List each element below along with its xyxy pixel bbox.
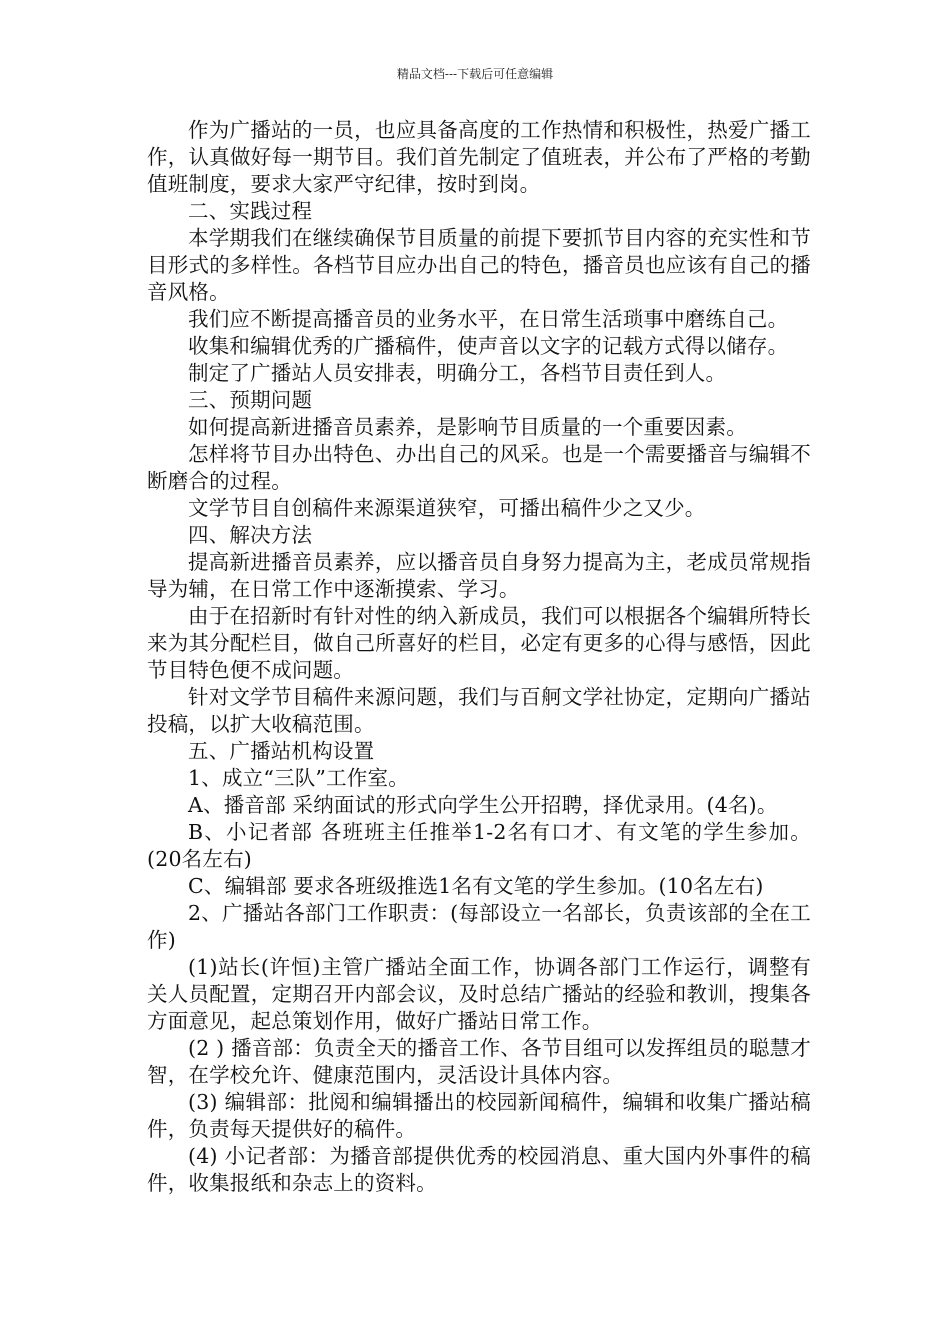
document-body (147, 117, 811, 1197)
section-heading: 四、解决方法 (188, 523, 313, 547)
paragraph: 本学期我们在继续确保节目质量的前提下要抓节目内容的充实性和节目形式的多样性。各档节目应办出自己的特色，播音员也应该有自己的播音风格。 (147, 226, 811, 304)
paragraph: 针对文学节目稿件来源问题，我们与百舸文学社协定，定期向广播站投稿，以扩大收稿范围。 (147, 685, 811, 736)
list-item: C、编辑部 要求各班级推选1名有文笔的学生参加。(10名左右) (188, 874, 764, 898)
section-heading: 三、预期问题 (188, 388, 313, 412)
list-item: 1、成立“三队”工作室。 (188, 766, 409, 790)
page-header: 精品文档---下载后可任意编辑 (396, 67, 554, 81)
section-heading: 五、广播站机构设置 (188, 739, 375, 763)
list-item: (3) 编辑部：批阅和编辑播出的校园新闻稿件，编辑和收集广播站稿件，负责每天提供好的稿件。 (147, 1090, 811, 1141)
paragraph: 收集和编辑优秀的广播稿件，使声音以文字的记载方式得以储存。 (188, 334, 789, 358)
paragraph: 制定了广播站人员安排表，明确分工，各档节目责任到人。 (188, 361, 727, 385)
list-item: B、小记者部 各班班主任推举1-2名有口才、有文笔的学生参加。(20名左右) (147, 820, 811, 871)
list-item: A、播音部 采纳面试的形式向学生公开招聘，择优录用。(4名)。 (188, 793, 778, 817)
paragraph: 如何提高新进播音员素养，是影响节目质量的一个重要因素。 (188, 415, 747, 439)
paragraph: 怎样将节目办出特色、办出自己的风采。也是一个需要播音与编辑不断磨合的过程。 (147, 442, 811, 493)
paragraph: 提高新进播音员素养，应以播音员自身努力提高为主，老成员常规指导为辅，在日常工作中逐渐摸索、学习。 (147, 550, 811, 601)
paragraph: 由于在招新时有针对性的纳入新成员，我们可以根据各个编辑所特长来为其分配栏目，做自己所喜好的栏目，必定有更多的心得与感悟，因此节目特色便不成问题。 (147, 604, 811, 682)
section-heading: 二、实践过程 (188, 199, 313, 223)
list-item: (2 ) 播音部：负责全天的播音工作、各节目组可以发挥组员的聪慧才智，在学校允许、健康范围内，灵活设计具体内容。 (147, 1036, 811, 1087)
paragraph: 文学节目自创稿件来源渠道狭窄，可播出稿件少之又少。 (188, 496, 706, 520)
list-item: 2、广播站各部门工作职责：(每部设立一名部长，负责该部的全在工作) (147, 901, 811, 952)
paragraph: 我们应不断提高播音员的业务水平，在日常生活琐事中磨练自己。 (188, 307, 789, 331)
paragraph: 作为广播站的一员，也应具备高度的工作热情和积极性，热爱广播工作，认真做好每一期节目。我们首先制定了值班表，并公布了严格的考勤值班制度，要求大家严守纪律，按时到岗。 (147, 118, 811, 196)
list-item: (1)站长(许恒)主管广播站全面工作，协调各部门工作运行，调整有关人员配置，定期召开内部会议，及时总结广播站的经验和教训，搜集各方面意见，起总策划作用，做好广播站日常工作。 (147, 955, 811, 1033)
list-item: (4) 小记者部：为播音部提供优秀的校园消息、重大国内外事件的稿件，收集报纸和杂志上的资料。 (147, 1144, 811, 1195)
